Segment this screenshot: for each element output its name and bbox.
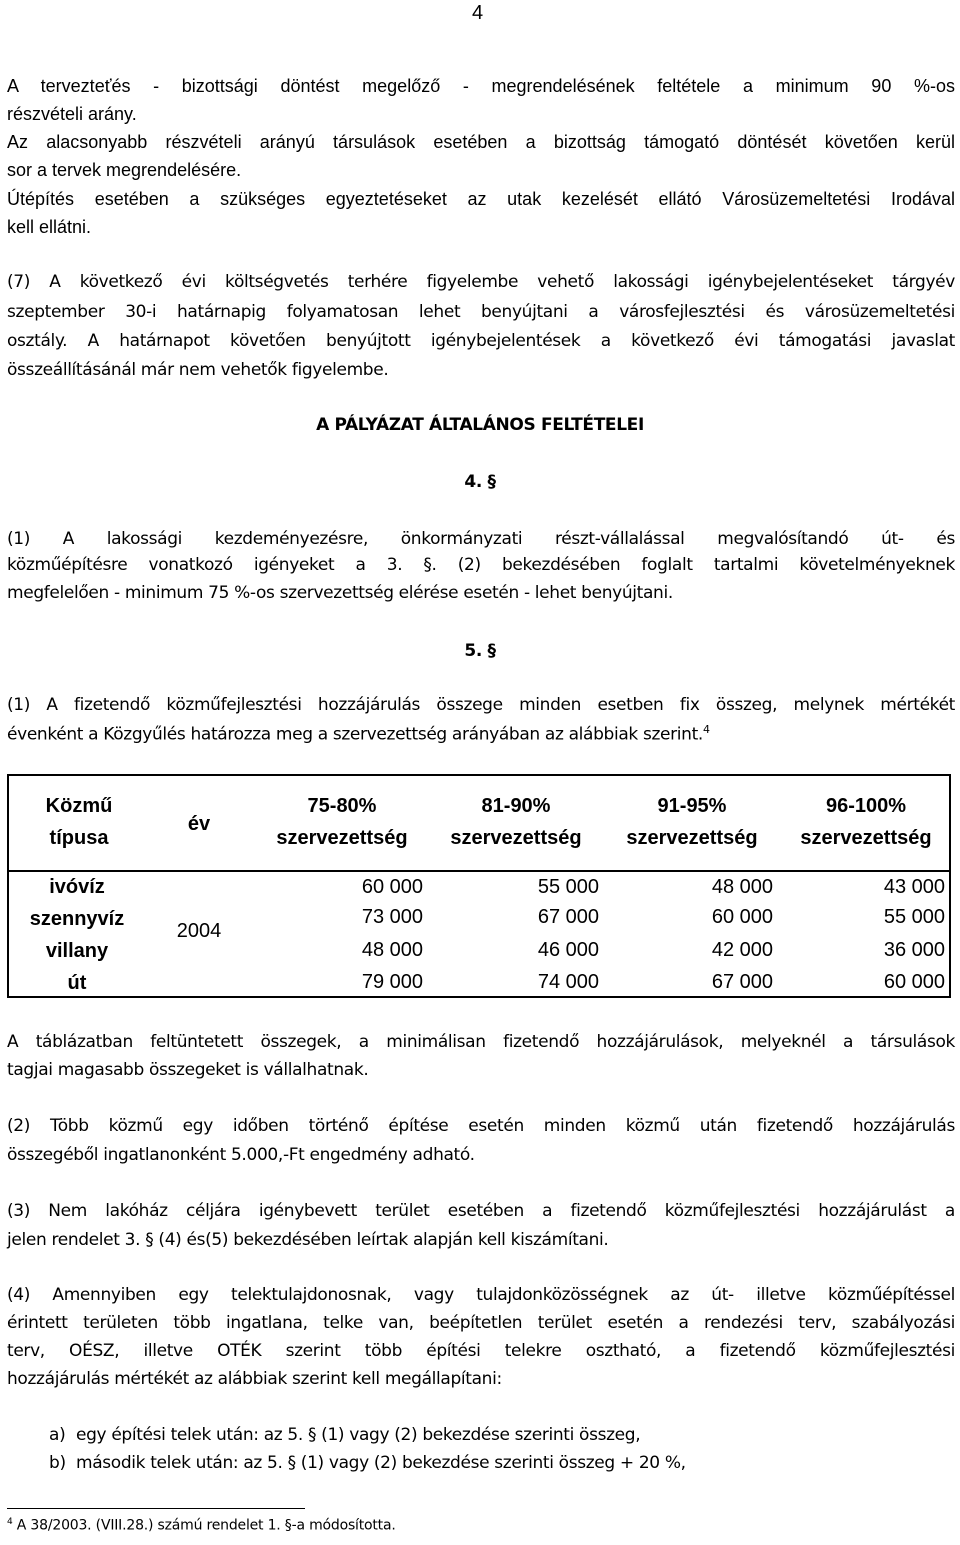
intro-line: részvételi arány. (7, 104, 137, 124)
header-col-81-90 (431, 790, 601, 854)
header-type-line2: típusa (49, 827, 109, 849)
paragraph-line: (7) A következő évi költségvetés terhére figyelembe vehető lakossági igénybejelentéseket tárgyév (7, 272, 955, 292)
paragraph-line (7, 723, 710, 745)
table-header-divider (9, 870, 949, 872)
table-cell: 43 000 (883, 876, 945, 898)
paragraph-line: szeptember 30-i határnapig folyamatosan lehet benyújtani a városfejlesztési és városüzemeltetési (7, 302, 955, 322)
table-cell: 36 000 (883, 939, 945, 961)
paragraph-line: (2) Több közmű egy időben történő építése esetén minden közmű után fizetendő hozzájárulás (7, 1116, 955, 1136)
paragraph-line: megfelelően - minimum 75 %-os szervezettség elérése esetén - lehet benyújtani. (7, 583, 673, 603)
paragraph-line: osztály. A határnapot követően benyújtott igénybejelentések a következő évi támogatási javaslat (7, 331, 955, 351)
paragraph-text: évenként a Közgyűlés határozza meg a szervezettség arányában az alábbiak szerint. (7, 724, 703, 745)
row-type-ut: út (67, 972, 87, 994)
intro-line: sor a tervek megrendelésére. (7, 160, 242, 180)
table-cell: 79 000 (361, 971, 423, 993)
footnote-mark: 4 (7, 1517, 13, 1527)
table-cell: 74 000 (537, 971, 599, 993)
footnote (7, 1517, 396, 1534)
table-cell: 42 000 (711, 939, 773, 961)
paragraph-line: A táblázatban feltüntetett összegek, a minimálisan fizetendő hozzájárulások, melyeknél a társulások (7, 1032, 955, 1052)
paragraph-line: érintett területen több ingatlana, telke van, beépítetlen terület esetén a rendezési terv, szabályozási (7, 1313, 955, 1333)
header-type-line1: Közmű (45, 795, 113, 817)
table-cell: 60 000 (883, 971, 945, 993)
header-col-91-95 (607, 790, 777, 854)
paragraph-line: összegéből ingatlanonként 5.000,-Ft engedmény adható. (7, 1145, 475, 1165)
header-percent: 81-90% (481, 795, 551, 817)
paragraph-line: (4) Amennyiben egy telektulajdonosnak, vagy tulajdonközösségnek az út- illetve közműépítéssel (7, 1285, 955, 1305)
year-value: 2004 (176, 920, 222, 942)
paragraph-line: terv, OÉSZ, illetve OTÉK szerint több építési telekre osztható, a fizetendő közműfejlesztési (7, 1341, 955, 1361)
section-title: A PÁLYÁZAT ÁLTALÁNOS FELTÉTELEI (316, 415, 644, 435)
header-label: szervezettség (800, 827, 932, 849)
table-cell: 73 000 (361, 906, 423, 928)
footnote-reference: 4 (702, 723, 710, 736)
table-cell: 48 000 (361, 939, 423, 961)
header-label: szervezettség (626, 827, 758, 849)
table-cell: 67 000 (537, 906, 599, 928)
header-col-96-100 (781, 790, 951, 854)
paragraph-line: (3) Nem lakóház céljára igénybevett terület esetében a fizetendő közműfejlesztési hozzájárulást a (7, 1201, 955, 1221)
header-col-75-80 (257, 790, 427, 854)
table-cell: 46 000 (537, 939, 599, 961)
header-label: szervezettség (450, 827, 582, 849)
list-marker: b) (49, 1453, 66, 1473)
list-marker: a) (49, 1425, 66, 1445)
intro-line: Az alacsonyabb részvételi arányú társulások esetében a bizottság támogató döntését követően kerül (7, 132, 955, 152)
row-type-ivoviz: ivóvíz (49, 876, 105, 898)
header-percent: 96-100% (825, 795, 907, 817)
table-cell: 55 000 (537, 876, 599, 898)
fee-table (7, 774, 951, 998)
table-cell: 55 000 (883, 906, 945, 928)
header-label: szervezettség (276, 827, 408, 849)
paragraph-line: tagjai magasabb összegeket is vállalhatnak. (7, 1060, 369, 1080)
paragraph-line: jelen rendelet 3. § (4) és(5) bekezdésében leírtak alapján kell kiszámítani. (7, 1230, 609, 1250)
header-percent: 75-80% (307, 795, 377, 817)
footnote-text: A 38/2003. (VIII.28.) számú rendelet 1. §-a módosította. (16, 1517, 396, 1534)
paragraph-line: hozzájárulás mértékét az alábbiak szerint kell megállapítani: (7, 1369, 502, 1389)
row-type-szennyviz: szennyvíz (29, 908, 125, 930)
header-percent: 91-95% (657, 795, 727, 817)
header-year: év (187, 813, 211, 835)
table-cell: 67 000 (711, 971, 773, 993)
list-text: egy építési telek után: az 5. § (1) vagy (2) bekezdése szerinti összeg, (76, 1425, 641, 1445)
paragraph-line: összeállításánál már nem vehetők figyelembe. (7, 360, 389, 380)
table-cell: 60 000 (711, 906, 773, 928)
header-type (19, 790, 139, 854)
intro-line: Útépítés esetében a szükséges egyeztetéseket az utak kezelését ellátó Városüzemeltetési Irodával (7, 189, 955, 209)
intro-line: A tervezteťés - bizottsági döntést megelőző - megrendelésének feltétele a minimum 90 %-os (7, 76, 955, 96)
footnote-separator (7, 1508, 305, 1509)
paragraph-line: (1) A fizetendő közműfejlesztési hozzájárulás összege minden esetben fix összeg, melynek mértékét (7, 695, 955, 715)
paragraph-line: (1) A lakossági kezdeményezésre, önkormányzati részt-vállalással megvalósítandó út- és (7, 529, 955, 549)
table-cell: 48 000 (711, 876, 773, 898)
intro-line: kell ellátni. (7, 217, 92, 237)
table-cell: 60 000 (361, 876, 423, 898)
list-item-a (49, 1425, 640, 1445)
page-number: 4 (472, 2, 484, 24)
section-4-heading: 4. § (464, 472, 496, 492)
list-item-b (49, 1453, 686, 1473)
paragraph-line: közműépítésre vonatkozó igényeket a 3. §. (2) bekezdésében foglalt tartalmi követelményeknek (7, 555, 955, 575)
list-text: második telek után: az 5. § (1) vagy (2) bekezdése szerinti összeg + 20 %, (76, 1453, 686, 1473)
row-type-villany: villany (45, 940, 109, 962)
section-5-heading: 5. § (464, 641, 496, 661)
